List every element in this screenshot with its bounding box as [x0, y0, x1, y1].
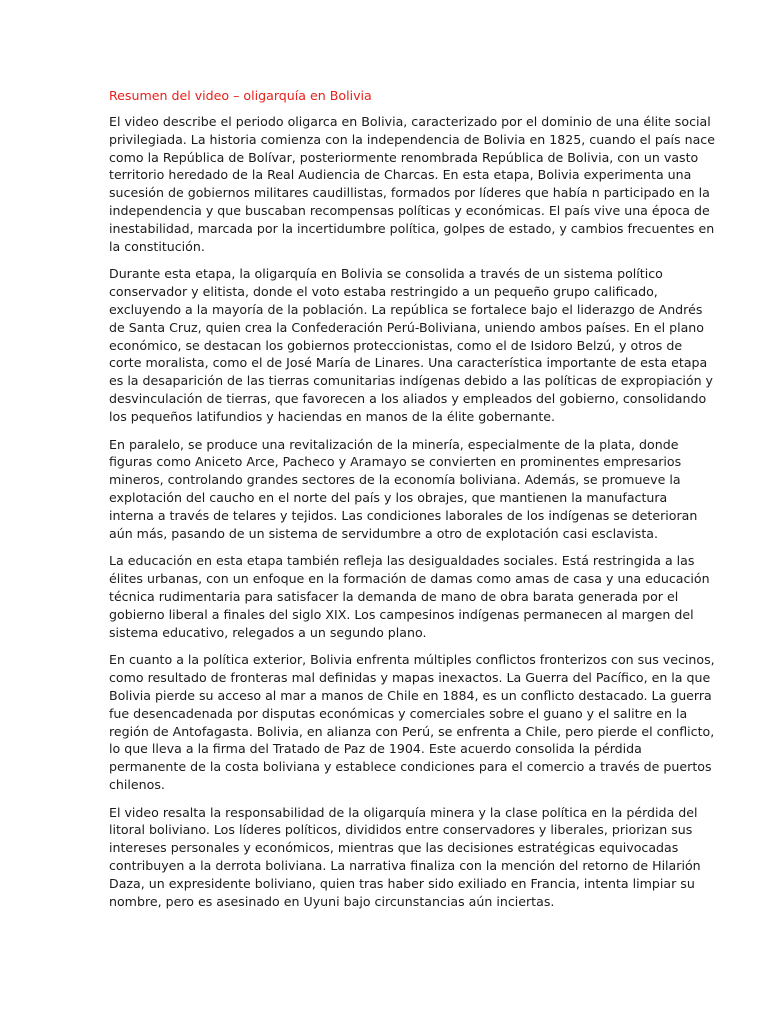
paragraph [109, 436, 698, 543]
document-body [109, 87, 715, 920]
paragraph-line: El video describe el periodo oligarca en Bolivia, caracterizado por el dominio de una élite social [109, 114, 711, 129]
paragraph-line: intereses personales y económicos, mientras que las decisiones estratégicas equivocadas [109, 840, 679, 856]
paragraph [109, 651, 715, 793]
paragraph [109, 265, 714, 425]
paragraph-line: permanente de la costa boliviana y establece condiciones para el comercio a través de puertos [109, 759, 712, 775]
paragraph-line: como resultado de fronteras mal definidas y mapas inexactos. La Guerra del Pacífico, en la que [109, 670, 711, 686]
paragraph-line: fue desencadenada por disputas económicas y comerciales sobre el guano y el salitre en la [109, 705, 688, 721]
paragraph-line: aún más, pasando de un sistema de servidumbre a otro de explotación casi esclavista. [109, 525, 658, 541]
paragraph-line: élites urbanas, con un enfoque en la formación de damas como amas de casa y una educación [109, 571, 710, 587]
paragraph-line: económico, se destacan los gobiernos proteccionistas, como el de Isidoro Belzú, y otros de [109, 337, 683, 353]
paragraph-line: gobierno liberal a finales del siglo XIX. Los campesinos indígenas permanecen al margen del [109, 606, 694, 622]
paragraph-line: conservador y elitista, donde el voto estaba restringido a un pequeño grupo calificado, [109, 284, 658, 300]
paragraph-line: sucesión de gobiernos militares caudillistas, formados por líderes que había n participado en la [109, 185, 710, 201]
document-title: Resumen del video – oligarquía en Bolivia [109, 88, 372, 103]
paragraph [109, 552, 710, 641]
paragraph-line: La educación en esta etapa también refleja las desigualdades sociales. Está restringida a las [109, 553, 695, 569]
paragraph-line: privilegiada. La historia comienza con la independencia de Bolivia en 1825, cuando el país nace [109, 131, 715, 147]
paragraph-line: En cuanto a la política exterior, Bolivia enfrenta múltiples conflictos fronterizos con sus vecinos, [109, 652, 715, 668]
paragraph-line: El video resalta la responsabilidad de la oligarquía minera y la clase política en la pérdida del [109, 804, 698, 820]
paragraph-line: de Santa Cruz, quien crea la Confederación Perú-Boliviana, uniendo ambos países. En el plano [109, 319, 704, 335]
paragraph-line: sistema educativo, relegados a un segundo plano. [109, 624, 427, 640]
paragraph-line: chilenos. [109, 776, 165, 792]
paragraph-line: nombre, pero es asesinado en Uyuni bajo circunstancias aún inciertas. [109, 893, 555, 909]
paragraph-line: territorio heredado de la Real Audiencia de Charcas. En esta etapa, Bolivia experimenta una [109, 167, 692, 183]
paragraph-line: excluyendo a la mayoría de la población. La república se fortalece bajo el liderazgo de Andrés [109, 301, 703, 317]
paragraph-line: independencia y que buscaban recompensas políticas y económicas. El país vive una época de [109, 202, 710, 218]
paragraph-line: explotación del caucho en el norte del país y los obrajes, que mantienen la manufactura [109, 489, 668, 505]
paragraphs-container [109, 113, 715, 910]
paragraph-line: los pequeños latifundios y haciendas en manos de la élite gobernante. [109, 408, 556, 424]
paragraph [109, 113, 715, 255]
paragraph-line: En paralelo, se produce una revitalización de la minería, especialmente de la plata, donde [109, 436, 679, 452]
paragraph-line: contribuyen a la derrota boliviana. La narrativa finaliza con la mención del retorno de Hilarión [109, 858, 701, 874]
paragraph-line: Daza, un expresidente boliviano, quien tras haber sido exiliado en Francia, intenta limpiar su [109, 875, 695, 891]
paragraph-line: figuras como Aniceto Arce, Pacheco y Aramayo se convierten en prominentes empresarios [109, 454, 682, 470]
paragraph-line: técnica rudimentaria para satisfacer la demanda de mano de obra barata generada por el [109, 588, 679, 604]
paragraph-line: litoral boliviano. Los líderes políticos, divididos entre conservadores y liberales, priorizan sus [109, 822, 693, 838]
paragraph-line: inestabilidad, marcada por la incertidumbre política, golpes de estado, y cambios frecuentes en [109, 220, 715, 236]
paragraph-line: interna a través de telares y tejidos. Las condiciones laborales de los indígenas se deterioran [109, 507, 698, 523]
paragraph-line: como la República de Bolívar, posteriormente renombrada República de Bolivia, con un vasto [109, 149, 699, 165]
paragraph-line: es la desaparición de las tierras comunitarias indígenas debido a las políticas de expropiación y [109, 373, 714, 389]
paragraph [109, 804, 701, 911]
paragraph-line: Bolivia pierde su acceso al mar a manos de Chile en 1884, es un conflicto destacado. La guerra [109, 687, 712, 703]
paragraph-line: la constitución. [109, 238, 205, 254]
paragraph-line: mineros, controlando grandes sectores de la economía boliviana. Además, se promueve la [109, 472, 681, 488]
paragraph-line: región de Antofagasta. Bolivia, en alianza con Perú, se enfrenta a Chile, pero pierde el conflicto, [109, 723, 715, 739]
paragraph-line: lo que lleva a la firma del Tratado de Paz de 1904. Este acuerdo consolida la pérdida [109, 741, 642, 757]
paragraph-line: Durante esta etapa, la oligarquía en Bolivia se consolida a través de un sistema político [109, 266, 663, 282]
paragraph-line: desvinculación de tierras, que favorecen a los aliados y empleados del gobierno, consolidando [109, 390, 707, 406]
paragraph-line: corte moralista, como el de José María de Linares. Una característica importante de esta etapa [109, 355, 708, 371]
